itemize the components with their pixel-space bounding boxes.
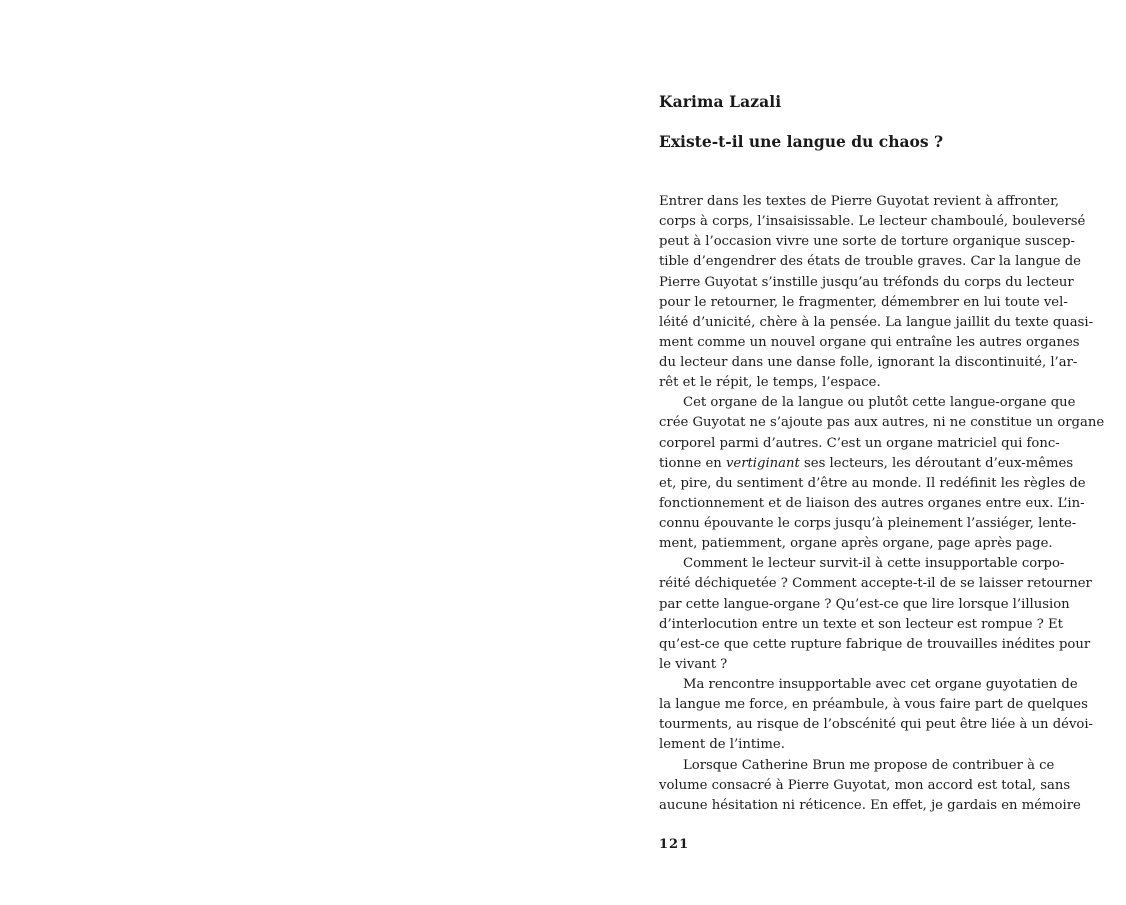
- body-text: [659, 192, 1105, 816]
- page-number: 121: [659, 837, 690, 852]
- text-line: peut à l’occasion vivre une sorte de torture organique suscep-: [659, 234, 1075, 250]
- text-line: qu’est-ce que cette rupture fabrique de trouvailles inédites pour: [659, 636, 1091, 652]
- text-line: corps à corps, l’insaisissable. Le lecteur chamboulé, bouleversé: [659, 214, 1086, 230]
- text-line: corporel parmi d’autres. C’est un organe matriciel qui fonc-: [659, 435, 1060, 451]
- text-line: ment, patiemment, organe après organe, page après page.: [659, 536, 1053, 552]
- paragraph: [659, 756, 1081, 816]
- text-line: la langue me force, en préambule, à vous faire part de quelques: [659, 697, 1088, 713]
- text-line: Pierre Guyotat s’instille jusqu’au tréfonds du corps du lecteur: [659, 274, 1074, 290]
- text-line: par cette langue-organe ? Qu’est-ce que lire lorsque l’illusion: [659, 596, 1070, 612]
- text-line: fonctionnement et de liaison des autres organes entre eux. L’in-: [659, 495, 1085, 511]
- paragraph: [659, 554, 1092, 675]
- paragraph: [659, 675, 1094, 756]
- text-line: d’interlocution entre un texte et son lecteur est rompue ? Et: [659, 616, 1063, 632]
- text-line: tionne en vertiginant ses lecteurs, les déroutant d’eux-mêmes: [659, 455, 1074, 471]
- text-line: crée Guyotat ne s’ajoute pas aux autres, ni ne constitue un organe: [659, 415, 1105, 431]
- text-line: aucune hésitation ni réticence. En effet, je gardais en mémoire: [659, 797, 1081, 813]
- text-line: ment comme un nouvel organe qui entraîne les autres organes: [659, 334, 1080, 350]
- text-line: Comment le lecteur survit-il à cette insupportable corpo-: [683, 556, 1065, 572]
- text-line: pour le retourner, le fragmenter, démembrer en lui toute vel-: [659, 294, 1068, 310]
- chapter-title: Existe-t-il une langue du chaos ?: [659, 132, 944, 151]
- text-line: volume consacré à Pierre Guyotat, mon accord est total, sans: [659, 777, 1071, 793]
- text-line: tible d’engendrer des états de trouble graves. Car la langue de: [659, 254, 1081, 270]
- text-line: lement de l’intime.: [659, 737, 785, 753]
- italic-word: vertiginant: [725, 455, 800, 471]
- text-line: Entrer dans les textes de Pierre Guyotat revient à affronter,: [659, 194, 1060, 209]
- text-line: et, pire, du sentiment d’être au monde. Il redéfinit les règles de: [659, 475, 1086, 491]
- paragraph: [659, 192, 1094, 393]
- text-line: tourments, au risque de l’obscénité qui peut être liée à un dévoi-: [659, 717, 1094, 733]
- text-line: léité d’unicité, chère à la pensée. La langue jaillit du texte quasi-: [659, 314, 1094, 330]
- text-line: Ma rencontre insupportable avec cet organe guyotatien de: [683, 677, 1078, 692]
- paragraph: [659, 393, 1105, 554]
- text-line: du lecteur dans une danse folle, ignorant la discontinuité, l’ar-: [659, 355, 1078, 370]
- text-line: réité déchiquetée ? Comment accepte-t-il de se laisser retourner: [659, 576, 1092, 592]
- text-line: le vivant ?: [659, 656, 728, 672]
- text-line: Cet organe de la langue ou plutôt cette langue-organe que: [683, 395, 1076, 411]
- text-line: connu épouvante le corps jusqu’à pleinement l’assiéger, lente-: [659, 516, 1077, 531]
- author-name: Karima Lazali: [659, 92, 782, 111]
- text-line: Lorsque Catherine Brun me propose de contribuer à ce: [683, 757, 1055, 773]
- text-line: rêt et le répit, le temps, l’espace.: [659, 375, 881, 391]
